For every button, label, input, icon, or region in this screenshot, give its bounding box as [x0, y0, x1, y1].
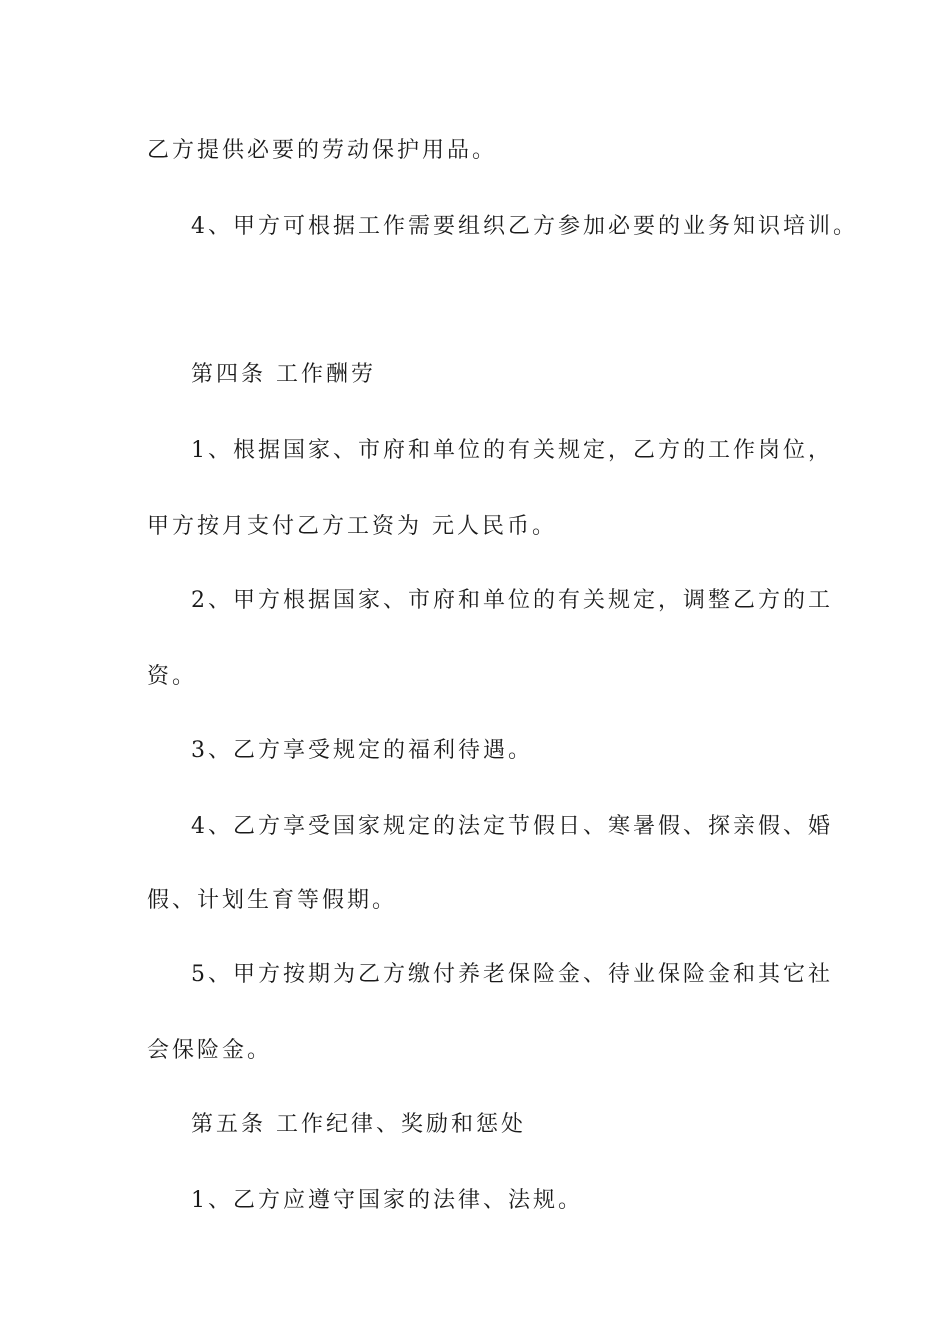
paragraph-line: 4、甲方可根据工作需要组织乙方参加必要的业务知识培训。 — [191, 214, 858, 239]
paragraph-line: 假、计划生育等假期。 — [147, 888, 398, 913]
paragraph-line: 3、乙方享受规定的福利待遇。 — [191, 738, 533, 763]
paragraph-line: 乙方提供必要的劳动保护用品。 — [147, 138, 498, 163]
paragraph-line: 1、根据国家、市府和单位的有关规定，乙方的工作岗位， — [191, 438, 833, 463]
paragraph-line: 1、乙方应遵守国家的法律、法规。 — [191, 1188, 583, 1213]
paragraph-line: 会保险金。 — [147, 1038, 273, 1063]
paragraph-line: 资。 — [147, 664, 198, 689]
paragraph-line: 5、甲方按期为乙方缴付养老保险金、待业保险金和其它社 — [191, 962, 833, 987]
paragraph-line: 2、甲方根据国家、市府和单位的有关规定，调整乙方的工 — [191, 588, 833, 613]
paragraph-line: 甲方按月支付乙方工资为 元人民币。 — [147, 514, 557, 539]
paragraph-line: 4、乙方享受国家规定的法定节假日、寒暑假、探亲假、婚 — [191, 814, 833, 839]
section-heading: 第五条 工作纪律、奖励和惩处 — [191, 1112, 526, 1137]
section-heading: 第四条 工作酬劳 — [191, 362, 376, 387]
